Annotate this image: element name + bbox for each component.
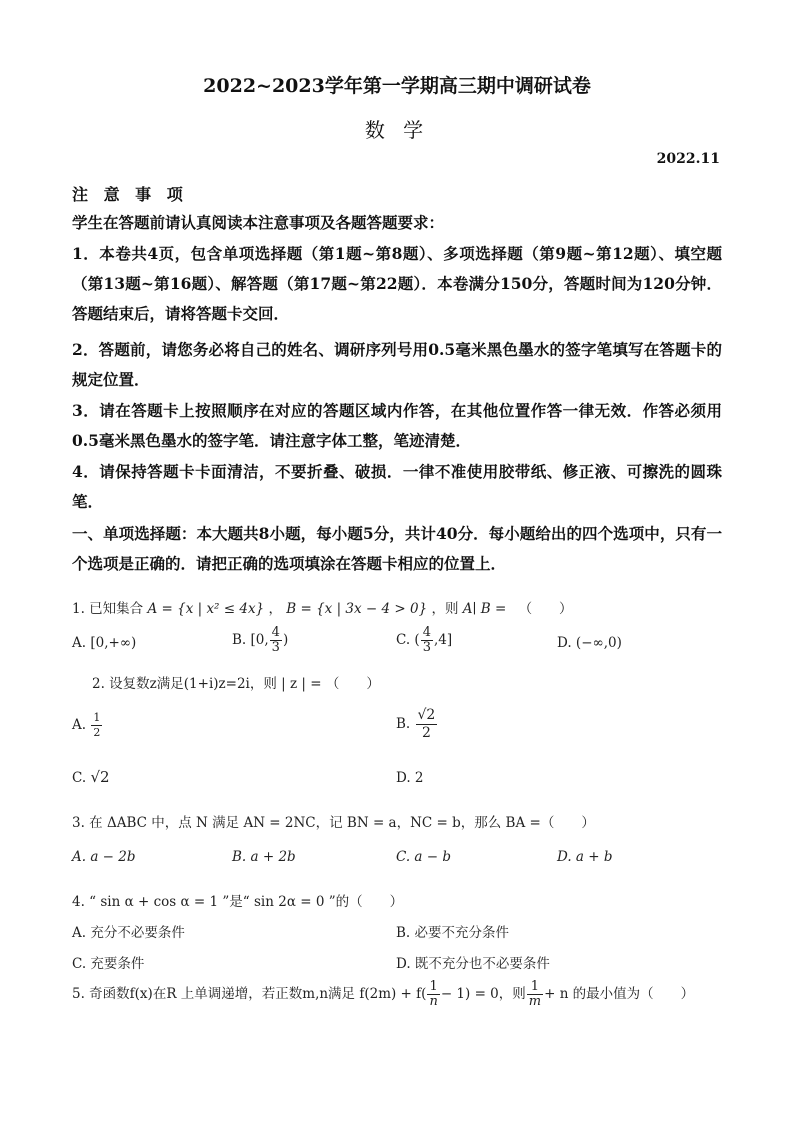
q3-option-a: A. a − 2b — [72, 849, 136, 865]
question-3-stem: 3. 在 ΔABC 中，点 N 满足 AN = 2NC，记 BN = a，NC = b，那么 BA =（ ） — [72, 815, 595, 831]
notice-item-4: 4．请保持答题卡卡面清洁，不要折叠、破损．一律不准使用胶带纸、修正液、可擦洗的圆珠笔． — [72, 462, 722, 511]
notice-intro: 学生在答题前请认真阅读本注意事项及各题答题要求： — [72, 213, 445, 232]
q4-option-b: B. 必要不充分条件 — [396, 925, 510, 941]
q2-optb-label: B. — [396, 716, 411, 732]
q4-option-d: D. 既不充分也不必要条件 — [396, 956, 550, 972]
q2-opta-den: 2 — [93, 726, 101, 739]
q1-expr: A∣ B = — [462, 601, 507, 617]
q1-option-c — [396, 626, 452, 655]
q2-optb-num: √2 — [417, 707, 436, 723]
section1-heading: 一、单项选择题：本大题共8小题，每小题5分，共计40分．每小题给出的四个选项中，只有一个选项是正确的．请把正确的选项填涂在答题卡相应的位置上． — [72, 524, 722, 573]
q3-option-d: D. a + b — [557, 849, 613, 865]
notice-item-3: 3．请在答题卡上按照顺序在对应的答题区域内作答，在其他位置作答一律无效．作答必须用0.5毫米黑色墨水的签字笔．请注意字体工整，笔迹清楚． — [72, 401, 722, 450]
q1-optb-post: ) — [282, 632, 289, 648]
q1-optb-pre: B. [0, — [232, 632, 269, 648]
q1-suffix: ，则 — [431, 601, 459, 617]
q2-option-d: D. 2 — [396, 770, 424, 786]
q1-option-a: A. [0,+∞) — [72, 635, 137, 651]
q5-part2: − 1) = 0，则 — [440, 986, 526, 1002]
question-4-stem: 4. “ sin α + cos α = 1 ”是“ sin 2α = 0 ”的（ ） — [72, 894, 404, 910]
q2-optc-label: C. — [72, 770, 87, 786]
q1-set-b: B = {x | 3x − 4 > 0} — [286, 601, 428, 617]
q5-part3: + n 的最小值为（ ） — [544, 986, 695, 1002]
notice-item-2: 2．答题前，请您务必将自己的姓名、调研序列号用0.5毫米黑色墨水的签字笔填写在答题卡的规定位置． — [72, 340, 722, 389]
q2-opta-label: A. — [72, 717, 87, 733]
q5-frac-1 — [427, 980, 439, 1009]
q1-set-a: A = {x | x² ≤ 4x} — [147, 601, 265, 617]
question-1-stem — [72, 597, 573, 617]
q1-optc-post: ,4] — [433, 632, 453, 648]
q2-optc-value: √2 — [90, 768, 110, 786]
notice-item-1: 1．本卷共4页，包含单项选择题（第1题~第8题）、多项选择题（第9题~第12题）、填空题（第13题~第16题）、解答题（第17题~第22题）．本卷满分150分，答题时间为120分钟．答题结束后，请将答题卡交回． — [72, 244, 722, 323]
q1-sep: ， — [268, 601, 282, 617]
exam-date: 2022.11 — [656, 151, 720, 167]
q5-frac1-num: 1 — [427, 980, 439, 995]
q4-option-c: C. 充要条件 — [72, 956, 145, 972]
q1-optc-den: 3 — [422, 640, 431, 655]
q5-frac2-den: m — [528, 994, 542, 1009]
q1-optc-pre: C. ( — [396, 632, 420, 648]
q1-paren: （ ） — [518, 601, 573, 617]
exam-title: 2022~2023学年第一学期高三期中调研试卷 — [203, 75, 591, 97]
q1-optb-den: 3 — [271, 640, 280, 655]
q3-option-c: C. a − b — [396, 849, 452, 865]
q1-optb-num: 4 — [271, 625, 280, 640]
question-2-stem: 2. 设复数z满足(1+i)z=2i，则 | z | = （ ） — [92, 676, 380, 692]
q1-optc-num: 4 — [422, 625, 431, 640]
q2-optb-frac — [416, 707, 438, 742]
q2-option-c — [72, 768, 110, 786]
q2-opta-num: 1 — [93, 711, 101, 724]
notice-heading: 注 意 事 项 — [72, 185, 188, 204]
question-5-stem — [72, 980, 694, 1009]
q1-prefix: 1. 已知集合 — [72, 601, 144, 617]
q2-option-a — [72, 711, 103, 740]
q1-optb-frac — [270, 626, 282, 655]
q4-option-a: A. 充分不必要条件 — [72, 925, 185, 941]
q1-option-d: D. (−∞,0) — [557, 635, 622, 651]
q2-opta-frac — [91, 711, 102, 740]
q2-option-b — [396, 707, 438, 742]
q5-frac1-den: n — [429, 994, 438, 1009]
q5-frac-2 — [527, 980, 543, 1009]
q1-option-b — [232, 626, 288, 655]
q5-part1: 5. 奇函数f(x)在R 上单调递增，若正数m,n满足 f(2m) + f( — [72, 986, 427, 1002]
subject-title: 数 学 — [364, 118, 430, 142]
q2-optb-den: 2 — [421, 725, 431, 741]
q5-frac2-num: 1 — [527, 980, 543, 995]
q3-option-b: B. a + 2b — [232, 849, 296, 865]
q1-optc-frac — [421, 626, 433, 655]
